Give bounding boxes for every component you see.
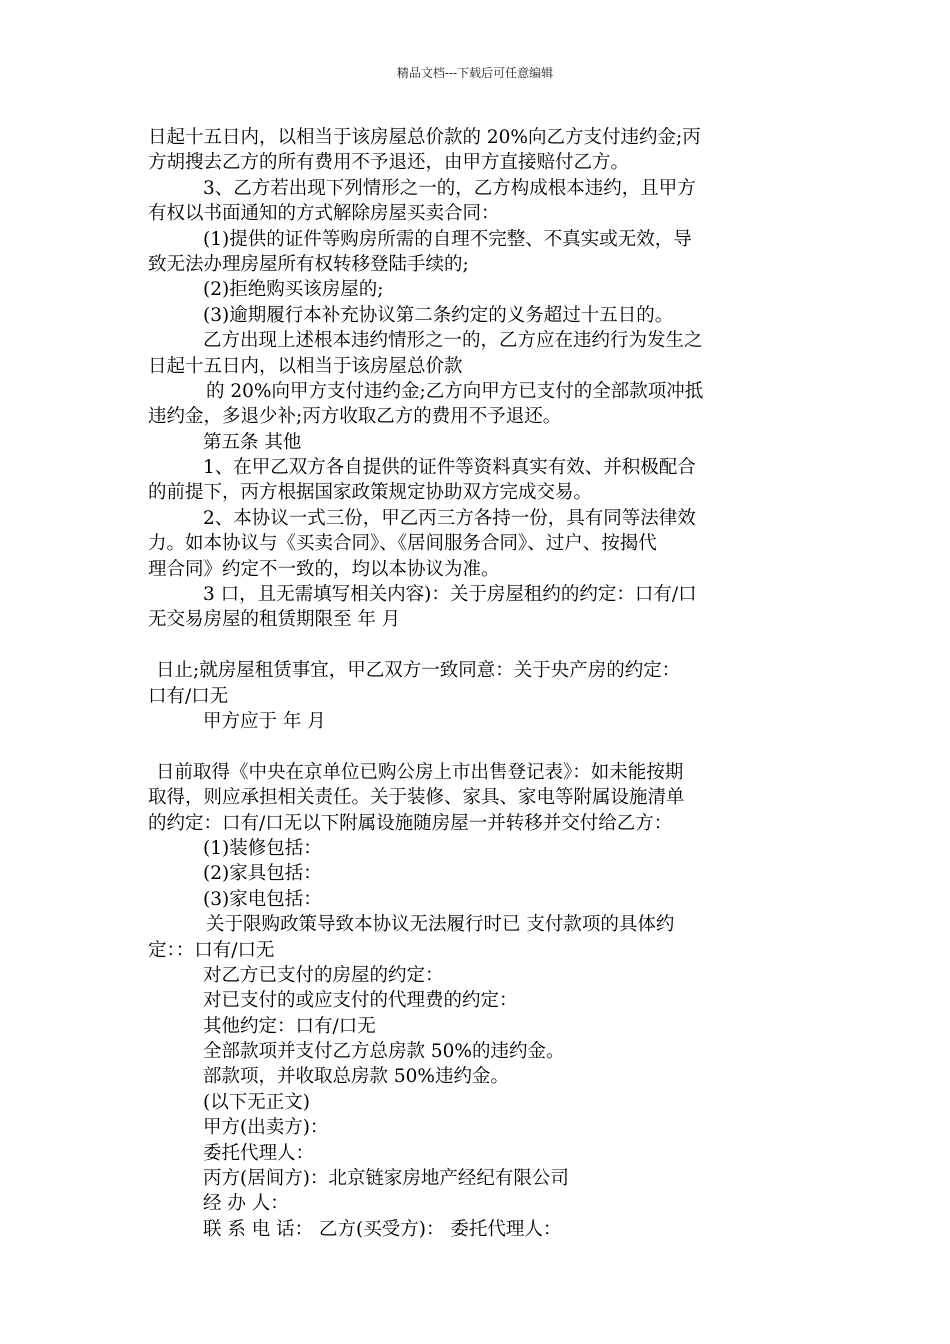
signature-field: 经 办 人：: [203, 1193, 289, 1215]
document-body: [148, 125, 808, 1242]
text-line: (1)装修包括：: [203, 837, 322, 859]
text-line: 对已支付的或应支付的代理费的约定：: [203, 990, 518, 1012]
text-line: 对乙方已支付的房屋的约定：: [203, 964, 444, 986]
text-line: 甲方应于 年 月: [203, 710, 326, 732]
text-line: 有权以书面通知的方式解除房屋买卖合同：: [148, 203, 500, 225]
text-line: 乙方出现上述根本违约情形之一的，乙方应在违约行为发生之: [203, 330, 703, 352]
text-line: 全部款项并支付乙方总房款 50%的违约金。: [203, 1041, 565, 1063]
text-line: 定：：口有/口无: [148, 939, 275, 961]
text-line: 理合同》约定不一致的，均以本协议为准。: [148, 558, 500, 580]
text-line: 3 口，且无需填写相关内容)：关于房屋租约的约定：口有/口: [203, 584, 697, 606]
signature-field: 甲方(出卖方)：: [203, 1117, 329, 1139]
text-line: 3、乙方若出现下列情形之一的，乙方构成根本违约，且甲方: [203, 177, 696, 199]
blank-line: [148, 734, 808, 759]
text-line: 口有/口无: [148, 685, 229, 707]
text-line: 的约定：口有/口无以下附属设施随房屋一并转移并交付给乙方：: [148, 812, 673, 834]
text-line: (3)家电包括：: [203, 888, 322, 910]
text-line: 违约金，多退少补;丙方收取乙方的费用不予退还。: [148, 406, 562, 428]
text-line: 日起十五日内，以相当于该房屋总价款: [148, 355, 463, 377]
text-line: 力。如本协议与《买卖合同》、《居间服务合同》、过户、按揭代: [148, 533, 657, 555]
text-line: 取得，则应承担相关责任。关于装修、家具、家电等附属设施清单: [148, 787, 685, 809]
text-line: 致无法办理房屋所有权转移登陆手续的;: [148, 253, 469, 275]
text-line: 日前取得《中央在京单位已购公房上市出售登记表》：如未能按期: [156, 761, 684, 783]
text-line: (3)逾期履行本补充协议第二条约定的义务超过十五日的。: [203, 304, 674, 326]
signature-field: 委托代理人：: [203, 1142, 315, 1164]
text-line: (以下无正文): [203, 1091, 310, 1113]
blank-line: [148, 633, 808, 658]
text-line: (1)提供的证件等购房所需的自理不完整、不真实或无效，导: [203, 228, 692, 250]
signature-field: 联 系 电 话： 乙方(买受方)： 委托代理人：: [203, 1218, 562, 1240]
text-line: 无交易房屋的租赁期限至 年 月: [148, 609, 401, 631]
page-header: 精品文档---下载后可任意编辑: [396, 66, 554, 80]
text-line: 的 20%向甲方支付违约金;乙方向甲方已支付的全部款项冲抵: [206, 380, 704, 402]
text-line: 1、在甲乙双方各自提供的证件等资料真实有效、并积极配合: [203, 457, 696, 479]
text-line: 其他约定：口有/口无: [203, 1015, 376, 1037]
text-line: (2)拒绝购买该房屋的;: [203, 279, 384, 301]
text-line: (2)家具包括：: [203, 863, 322, 885]
text-line: 日起十五日内，以相当于该房屋总价款的 20%向乙方支付违约金;丙: [148, 127, 701, 148]
text-line: 方胡搜去乙方的所有费用不予退还，由甲方直接赔付乙方。: [148, 152, 630, 174]
signature-field: 丙方(居间方)：北京链家房地产经纪有限公司: [203, 1168, 569, 1190]
text-line: 部款项，并收取总房款 50%违约金。: [203, 1066, 510, 1088]
text-line: 日止;就房屋租赁事宜，甲乙双方一致同意：关于央产房的约定：: [156, 660, 681, 682]
text-line: 关于限购政策导致本协议无法履行时已 支付款项的具体约: [206, 914, 675, 936]
section-heading: 第五条 其他: [203, 431, 302, 453]
text-line: 2、本协议一式三份，甲乙丙三方各持一份，具有同等法律效: [203, 507, 696, 529]
text-line: 的前提下，丙方根据国家政策规定协助双方完成交易。: [148, 482, 593, 504]
